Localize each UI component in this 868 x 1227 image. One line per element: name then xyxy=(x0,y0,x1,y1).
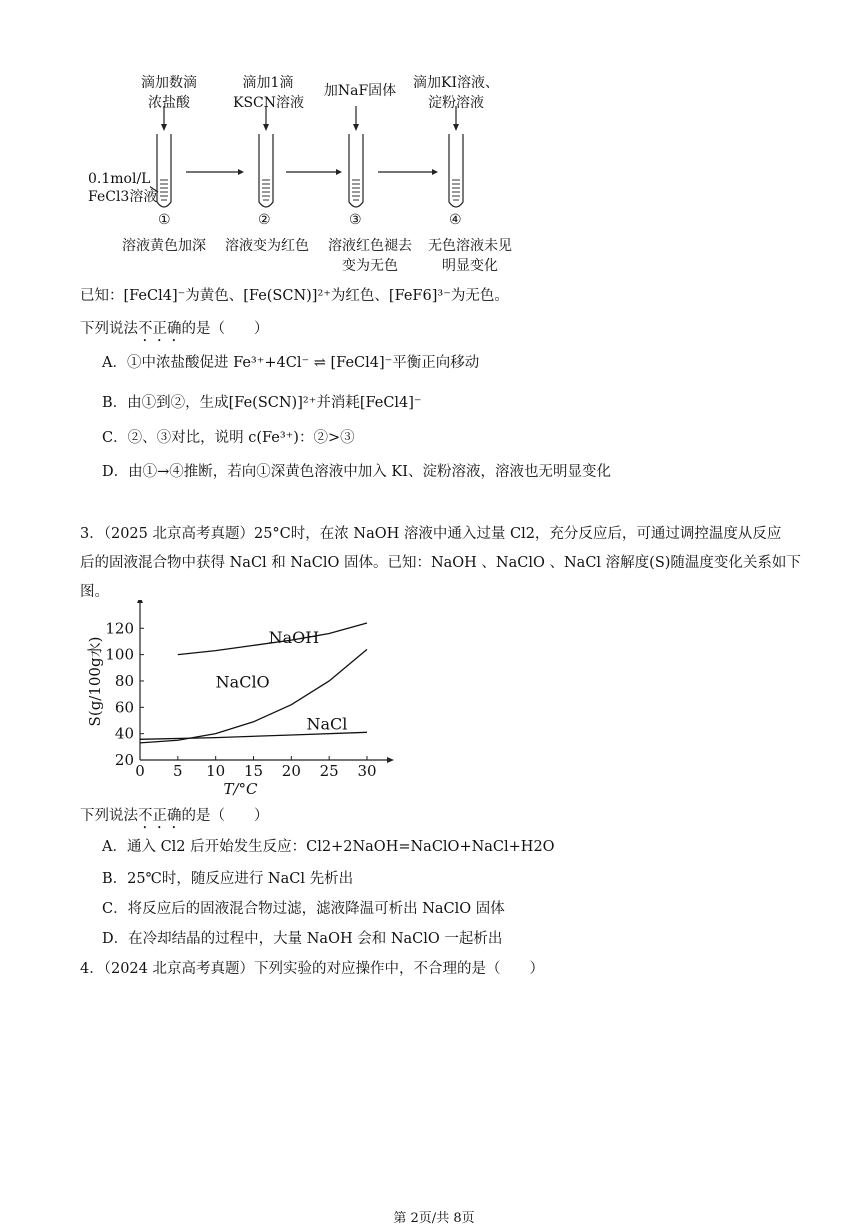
q4-line1: 4．（2024 北京高考真题）下列实验的对应操作中，不合理的是（ ） xyxy=(80,961,544,977)
y-tick-label: 20 xyxy=(114,751,134,769)
solution-name: FeCl3溶液 xyxy=(88,189,158,205)
step-1-line2: 浓盐酸 xyxy=(148,95,190,111)
q3-stem-emphasis: 不正确 xyxy=(138,808,182,824)
step-1-line1: 滴加数滴 xyxy=(141,75,197,91)
q3-option-a: A．通入 Cl2 后开始发生反应：Cl2+2NaOH=NaClO+NaCl+H2O xyxy=(102,839,555,855)
y-tick-label: 120 xyxy=(105,619,134,638)
x-tick-label: 20 xyxy=(281,762,301,780)
x-axis-label: T/°C xyxy=(223,780,258,798)
tubes-graphic xyxy=(150,104,490,214)
y-tick-label: 80 xyxy=(114,671,134,690)
x-tick-label: 0 xyxy=(135,762,145,780)
tube-4-number: ④ xyxy=(449,212,462,228)
q2-option-a: A．①中浓盐酸促进 Fe³⁺+4Cl⁻ ⇌ [FeCl4]⁻平衡正向移动 xyxy=(102,355,480,371)
x-tick-label: 25 xyxy=(319,762,339,780)
q3-stem-post: 的是（ ） xyxy=(181,808,269,824)
x-tick-label: 10 xyxy=(206,762,226,780)
q3-option-b: B．25℃时，随反应进行 NaCl 先析出 xyxy=(102,871,354,887)
tube-1-number: ① xyxy=(158,212,171,228)
q3-option-c: C．将反应后的固液混合物过滤，滤液降温可析出 NaClO 固体 xyxy=(102,901,505,917)
q3-line2: 后的固液混合物中获得 NaCl 和 NaClO 固体。已知：NaOH 、NaClO 、NaCl 溶解度(S)随温度变化关系如下 xyxy=(80,555,801,571)
tube-3-number: ③ xyxy=(349,212,362,228)
tube-3-obs-line1: 溶液红色褪去 xyxy=(328,238,412,254)
series-label-naclo: NaClO xyxy=(215,672,270,692)
y-tick-label: 40 xyxy=(114,724,134,743)
chart-ticks xyxy=(105,619,376,780)
x-tick-label: 5 xyxy=(173,762,183,780)
step-3-label xyxy=(320,80,400,100)
q3-line1: 3．（2025 北京高考真题）25°C时，在浓 NaOH 溶液中通入过量 Cl2，充分反应后，可通过调控温度从反应 xyxy=(80,526,782,542)
step-3-line1: 加NaF固体 xyxy=(323,83,397,99)
x-tick-label: 30 xyxy=(357,762,377,780)
q2-option-b: B．由①到②，生成[Fe(SCN)]²⁺并消耗[FeCl4]⁻ xyxy=(102,395,422,411)
y-tick-label: 100 xyxy=(105,645,134,664)
tube-4-observation xyxy=(424,235,516,275)
tube-1-observation: 溶液黄色加深 xyxy=(122,238,206,254)
x-axis-arrow xyxy=(387,757,394,763)
q2-stem-pre: 下列说法 xyxy=(80,321,138,337)
q3-line3: 图。 xyxy=(80,584,109,600)
tube-4-obs-line1: 无色溶液未见 xyxy=(428,238,512,254)
series-label-nacl: NaCl xyxy=(306,714,348,734)
tube-2-observation: 溶液变为红色 xyxy=(225,238,309,254)
q3-stem-pre: 下列说法 xyxy=(80,808,138,824)
step-4-line2: 淀粉溶液 xyxy=(428,95,484,111)
q2-option-c: C．②、③对比，说明 c(Fe³⁺)：②>③ xyxy=(102,430,355,446)
known-line: 已知：[FeCl4]⁻为黄色、[Fe(SCN)]²⁺为红色、[FeF6]³⁻为无色。 xyxy=(80,288,509,304)
q2-stem-emphasis: 不正确 xyxy=(138,321,182,337)
y-axis-arrow xyxy=(137,600,143,603)
solution-conc: 0.1mol/L xyxy=(88,171,151,187)
page-footer: 第 2页/共 8页 xyxy=(393,1211,475,1226)
solution-label xyxy=(88,170,157,206)
q2-option-d: D．由①→④推断，若向①深黄色溶液中加入 KI、淀粉溶液，溶液也无明显变化 xyxy=(102,464,611,480)
x-tick-label: 15 xyxy=(243,762,264,780)
step-4-line1: 滴加KI溶液、 xyxy=(413,75,499,91)
q2-stem xyxy=(80,319,269,345)
tube-3-observation xyxy=(324,235,416,275)
q3-option-d: D．在冷却结晶的过程中，大量 NaOH 会和 NaClO 一起析出 xyxy=(102,931,503,947)
solubility-chart xyxy=(78,600,408,800)
step-2-line2: KSCN溶液 xyxy=(233,95,305,111)
tube-2-number: ② xyxy=(258,212,271,228)
q3-stem xyxy=(80,806,269,832)
tube-4-obs-line2: 明显变化 xyxy=(442,258,498,274)
step-2-line1: 滴加1滴 xyxy=(242,75,294,91)
y-tick-label: 60 xyxy=(114,698,134,717)
y-axis-label: S(g/100g水) xyxy=(86,636,104,727)
q2-stem-post: 的是（ ） xyxy=(181,321,269,337)
tube-3-obs-line2: 变为无色 xyxy=(342,258,398,274)
series-label-naoh: NaOH xyxy=(268,627,320,647)
